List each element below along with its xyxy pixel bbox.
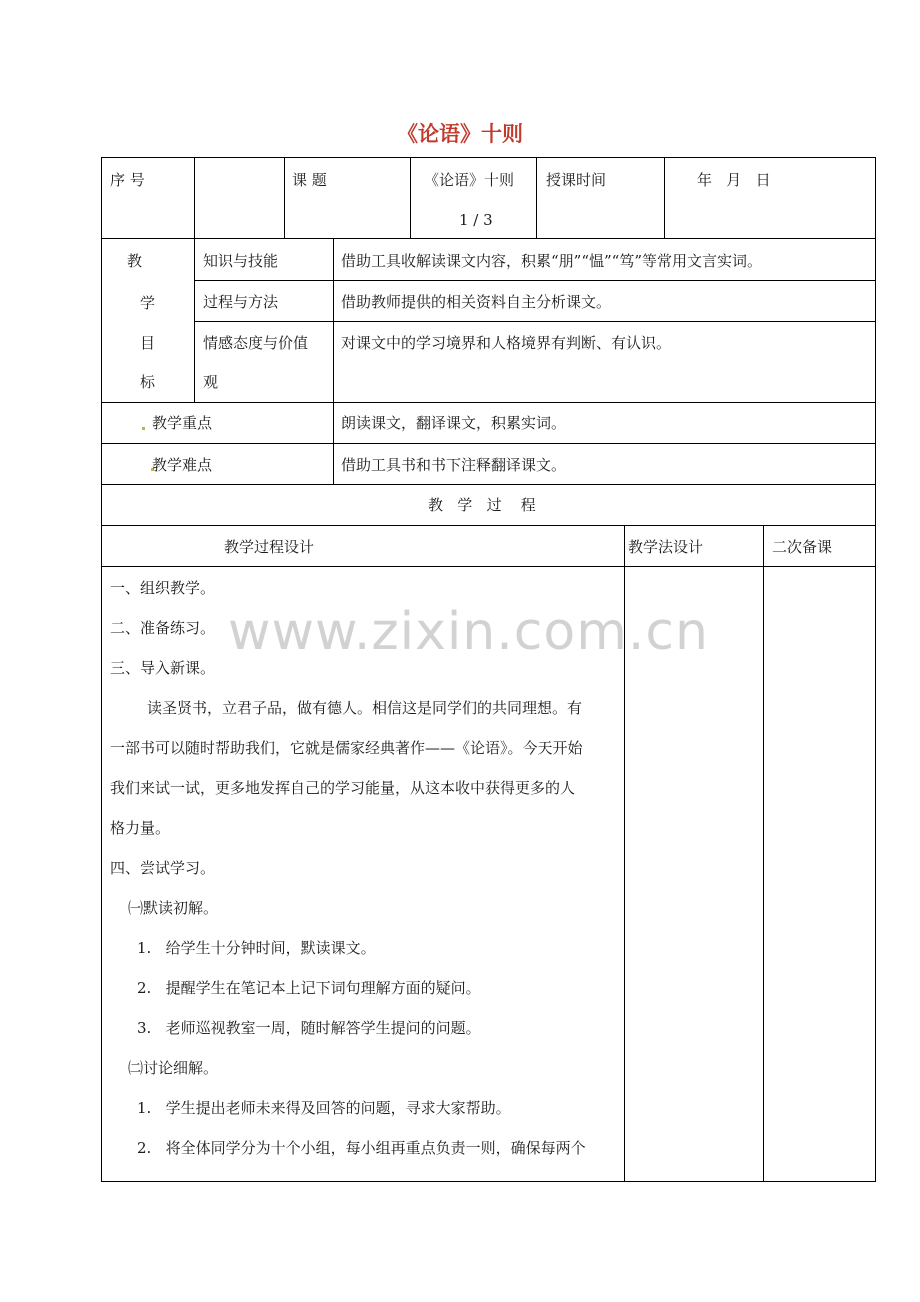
document-title: 《论语》十则 [397,121,523,146]
body-line: 2. 提醒学生在笔记本上记下词句理解方面的疑问。 [137,979,481,997]
objectives-label-char: 目 [140,334,156,352]
table-line [194,321,875,322]
key-points-label: 教学重点 [152,414,213,432]
objective-content: 借助教师提供的相关资料自主分析课文。 [341,293,612,311]
table-border-top [101,157,875,158]
topic-value: 《论语》十则 [424,171,515,189]
table-line [536,157,537,239]
watermark: www.zixin.com.cn [228,602,709,662]
topic-page: 1 / 3 [459,211,493,229]
table-line [101,238,875,239]
process-header: 教 学 过 程 [428,496,536,514]
key-points-content: 朗读课文，翻译课文，积累实词。 [341,414,567,432]
body-line: 读圣贤书，立君子品，做有德人。相信这是同学们的共同理想。有 [147,699,583,717]
table-line [333,238,334,485]
column-second: 二次备课 [772,538,833,556]
table-border-bottom [101,1181,875,1182]
difficult-points-label: 教学难点 [152,456,213,474]
body-line: 二、准备练习。 [110,619,216,637]
body-line: ㈠默读初解。 [128,899,219,917]
column-design: 教学过程设计 [224,538,315,556]
table-line [101,566,875,567]
topic-label: 课 题 [292,171,327,189]
objectives-label-char: 标 [140,373,156,391]
body-line: ㈡讨论细解。 [128,1059,219,1077]
table-line [763,525,764,1182]
date-text: 年 月 日 [697,171,771,189]
table-border-left [101,157,102,1182]
table-line [664,157,665,239]
table-line [101,443,875,444]
objectives-label-char: 教 [127,252,143,270]
column-method: 教学法设计 [628,538,704,556]
body-line: 我们来试一试，更多地发挥自己的学习能量，从这本收中获得更多的人 [110,779,576,797]
body-line: 2. 将全体同学分为十个小组，每小组再重点负责一则，确保每两个 [137,1139,586,1157]
table-line [101,525,875,526]
body-line: 格力量。 [110,819,171,837]
serial-label: 序 号 [110,171,145,189]
table-line [410,157,411,239]
mark-dot [142,427,145,430]
body-line: 1. 学生提出老师未来得及回答的问题，寻求大家帮助。 [137,1099,511,1117]
table-line [101,402,875,403]
table-line [194,157,195,403]
objective-content: 借助工具收解读课文内容，积累“朋”“愠”“笃”等常用文言实词。 [341,252,763,270]
time-label: 授课时间 [546,171,607,189]
body-line: 一部书可以随时帮助我们，它就是儒家经典著作——《论语》。今天开始 [110,739,583,757]
body-line: 三、导入新课。 [110,659,216,677]
body-line: 3. 老师巡视教室一周，随时解答学生提问的问题。 [137,1019,481,1037]
objective-aspect: 过程与方法 [203,293,279,311]
difficult-points-content: 借助工具书和书下注释翻译课文。 [341,456,567,474]
objectives-label-char: 学 [140,294,156,312]
body-line: 1. 给学生十分钟时间，默读课文。 [137,939,376,957]
table-line [194,280,875,281]
objective-aspect: 知识与技能 [203,252,279,270]
body-line: 一、组织教学。 [110,579,216,597]
table-line [101,484,875,485]
objective-content: 对课文中的学习境界和人格境界有判断、有认识。 [341,334,672,352]
table-line [284,157,285,239]
objective-aspect: 情感态度与价值 [203,334,309,352]
table-border-right [875,157,876,1182]
objective-aspect-cont: 观 [203,373,219,391]
body-line: 四、尝试学习。 [110,859,216,877]
